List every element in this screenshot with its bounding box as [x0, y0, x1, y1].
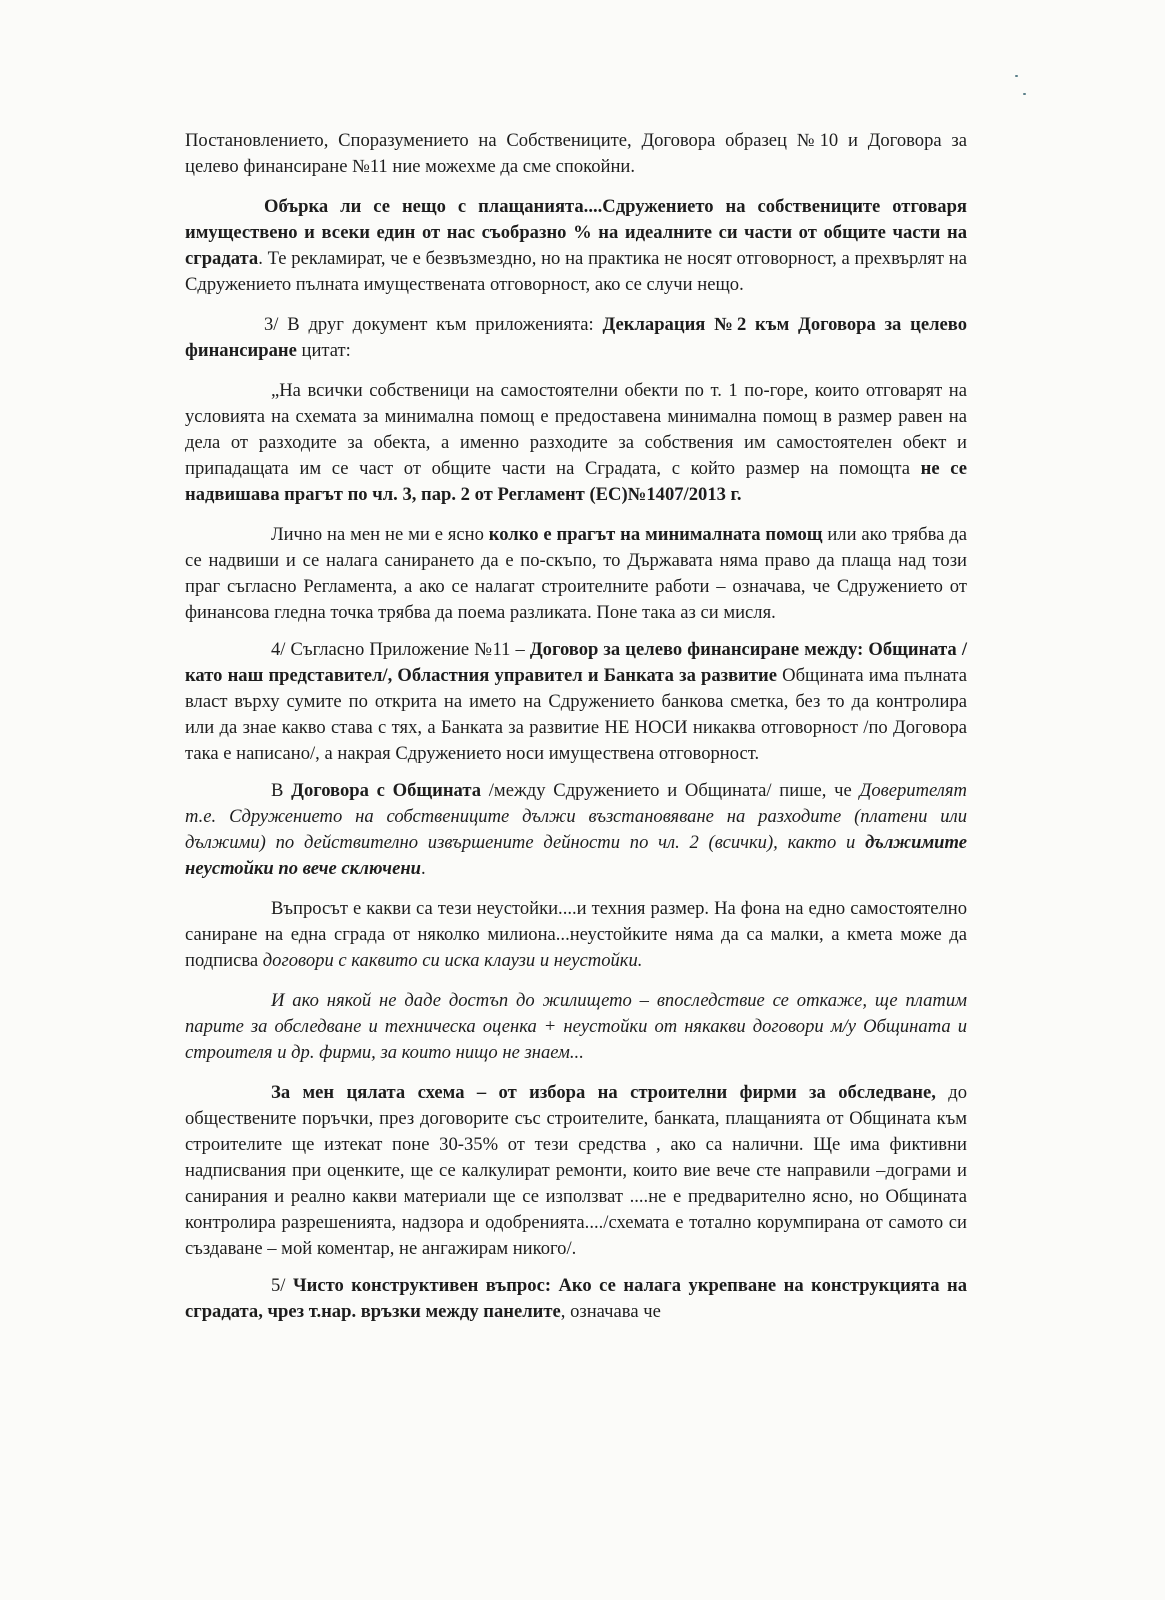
paragraph-11	[185, 1273, 967, 1325]
body-text: , означава че	[560, 1301, 661, 1322]
emphasis-text: Обърка ли се нещо с плащанията....Сдружението на собствениците отговаря имуществено и всеки един от нас съобразно % на идеалните си части от общите части на сградата	[185, 196, 967, 269]
paragraph-7	[185, 778, 967, 882]
body-text: Лично на мен не ми е ясно	[271, 524, 489, 545]
bold-italic-text: дължимите неустойки по вече сключени	[185, 832, 967, 879]
paragraph-10	[185, 1080, 967, 1262]
emphasis-text: Договора с Общината	[291, 780, 482, 801]
paragraph-5	[185, 522, 967, 626]
document-body	[185, 128, 967, 1325]
body-text: . Те рекламират, че е безвъзмездно, но на практика не носят отговорност, а прехвърлят на Сдружението пълната имуществената отговорност, ако се случи нещо.	[185, 248, 967, 295]
emphasis-text: Декларация №2 към Договора за целево финансиране	[185, 314, 967, 361]
body-text: или ако трябва да се надвиши и се налага санирането да е по-скъпо, то Държавата няма право да плаща над този праг съгласно Регламента, а ако се налагат строителните работи – означава, че Сдружението от финансова гледна точка трябва да поема разликата. Поне така аз си мисля.	[185, 524, 968, 623]
paragraph-2	[185, 194, 967, 298]
emphasis-text: не се надвишава прагът по чл. 3, пар. 2 от Регламент (ЕС)№1407/2013 г.	[185, 458, 967, 505]
body-text: В	[271, 780, 292, 801]
italic-text: И ако някой не даде достъп до жилището – впоследствие се откаже, ще платим парите за обследване и техническа оценка + неустойки от някакви договори м/у Общината и строителя и др. фирми, за които нищо не знаем...	[185, 990, 967, 1063]
italic-text: договори с каквито си иска клаузи и неустойки.	[262, 950, 643, 971]
body-text: /между Сдружението и Общината/ пише, че	[481, 780, 860, 801]
body-text: .	[420, 858, 426, 879]
body-text: Общината има пълната власт върху сумите по открита на името на Сдружението банкова сметка, без то да контролира или да знае какво става с тях, а Банката за развитие НЕ НОСИ никаква отговорност /по Договора така е написано/, а накрая Сдружението носи имуществена отговорност.	[185, 665, 967, 764]
emphasis-text: Чисто конструктивен въпрос: Ако се налага укрепване на конструкцията на сградата, чрез т.нар. връзки между панелите	[185, 1275, 967, 1322]
body-text: 5/	[271, 1275, 293, 1296]
quote-paragraph	[185, 378, 967, 508]
emphasis-text: За мен цялата схема – от избора на строителни фирми за обследване,	[271, 1082, 936, 1103]
italic-text: Доверителят т.е. Сдружението на собствениците дължи възстановяване на разходите (платени или дължими) по действително извършените дейности по чл. 2 (всички), както и	[185, 780, 967, 853]
body-text: цитат:	[296, 340, 351, 361]
paragraph-9	[185, 988, 967, 1066]
emphasis-text: Договор за целево финансиране между: Общината /като наш представител/, Областния управител и Банката за развитие	[185, 639, 967, 686]
body-text: 3/ В друг документ към приложенията:	[264, 314, 603, 335]
body-text: 4/ Съгласно Приложение №11 –	[271, 639, 530, 660]
paragraph-1: Постановлението, Споразумението на Собствениците, Договора образец №10 и Договора за целево финансиране №11 ние можехме да сме спокойни.	[185, 130, 967, 177]
paragraph-6	[185, 637, 967, 767]
body-text: до обществените поръчки, през договорите със строителите, банката, плащанията от Общината към строителите ще изтекат поне 30-35% от тези средства , ако са налични. Ще има фиктивни надписвания при оценките, ще се калкулират ремонти, които вие вече сте направили –дограми и санирания и реално какви материали ще се използват ....не е предварително ясно, но Общината контролира разрешенията, надзора и одобренията..../схемата е тотално корумпирана от самото си създаване – мой коментар, не ангажирам никого/.	[185, 1082, 967, 1259]
quote-text: „На всички собственици на самостоятелни обекти по т. 1 по-горе, които отговарят на условията на схемата за минимална помощ е предоставена минимална помощ в размер равен на дела от разходите за обекта, а именно разходите за собствения им самостоятелен обект и припадащата им се част от общите части на Сградата, с който размер на помощта	[185, 380, 967, 479]
emphasis-text: колко е прагът на минималната помощ	[488, 524, 823, 545]
paragraph-3	[185, 312, 967, 364]
paragraph-8	[185, 896, 967, 974]
body-text: Въпросът е какви са тези неустойки....и техния размер. На фона на едно самостоятелно саниране на една сграда от няколко милиона...неустойките няма да са малки, а кмета може да подписва	[185, 898, 967, 971]
